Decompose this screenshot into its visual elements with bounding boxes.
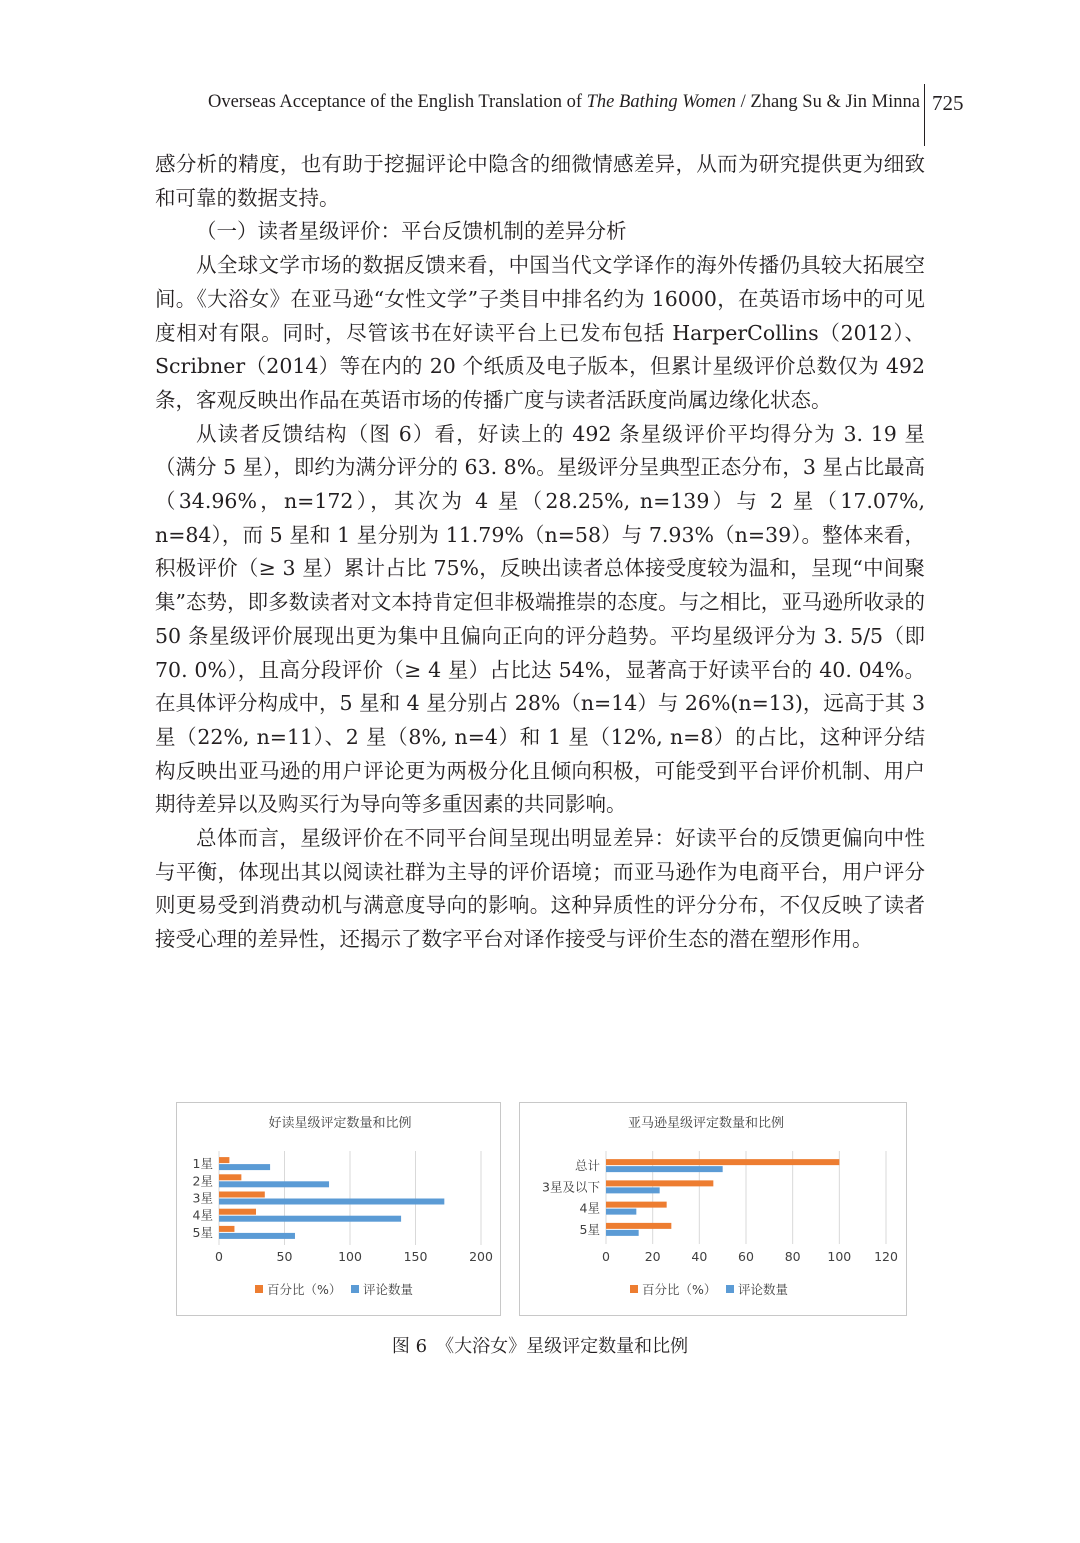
bar-count xyxy=(606,1209,636,1215)
x-tick-label: 60 xyxy=(738,1249,754,1264)
page-number: 725 xyxy=(932,91,964,115)
bar-percent xyxy=(606,1180,713,1186)
section-heading: （一）读者星级评价：平台反馈机制的差异分析 xyxy=(196,219,627,244)
x-tick-label: 0 xyxy=(215,1249,223,1264)
x-tick-label: 80 xyxy=(784,1249,801,1264)
bar-percent xyxy=(219,1209,256,1215)
legend-label: 评论数量 xyxy=(738,1282,789,1297)
bar-count xyxy=(219,1199,444,1205)
running-head xyxy=(180,92,920,113)
bar-percent xyxy=(606,1223,671,1229)
x-tick-label: 100 xyxy=(827,1249,852,1264)
paragraph-2: 从读者反馈结构（图 6）看，好读上的 492 条星级评价平均得分为 3. 19 星（满分 5 星），即约为满分评分的 63. 8%。星级评分呈典型正态分布，3 星占比最高（34.96%，n=172），其次为 4 星（28.25%, n=139）与 2 星（17.07%, n=84），而 5 星和 1 星分别为 11.79%（n=58）与 7.93%（n=39）。整体来看，积极评价（≥ 3 星）累计占比 75%，反映出读者总体接受度较为温和，呈现“中间聚集”态势，即多数读者对文本持肯定但非极端推崇的态度。与之相比，亚马逊所收录的 50 条星级评价展现出更为集中且偏向正向的评分趋势。平均星级评分为 3. 5/5（即 70. 0%），且高分段评价（≥ 4 星）占比达 54%，显著高于好读平台的 40. 04%。在具体评分构成中，5 星和 4 星分别占 28%（n=14）与 26%(n=13)，远高于其 3 星（22%, n=11）、2 星（8%, n=4）和 1 星（12%, n=8）的占比，这种评分结构反映出亚马逊的用户评论更为两极分化且倾向积极，可能受到平台评价机制、用户期待差异以及购买行为导向等多重因素的共同影响。 xyxy=(155,421,925,817)
body-text xyxy=(155,148,925,957)
bar-count xyxy=(219,1233,295,1239)
y-category-label: 1星 xyxy=(192,1156,213,1172)
y-category-label: 3星及以下 xyxy=(542,1179,600,1195)
goodreads-chart-svg xyxy=(177,1103,500,1315)
bar-percent xyxy=(219,1174,241,1180)
y-category-label: 总计 xyxy=(574,1158,600,1174)
paragraph-1: 从全球文学市场的数据反馈来看，中国当代文学译作的海外传播仍具较大拓展空间。《大浴女》在亚马逊“女性文学”子类目中排名约为 16000，在英语市场中的可见度相对有限。同时，尽管该书在好读平台上已发布包括 HarperCollins（2012）、Scribner（2014）等在内的 20 个纸质及电子版本，但累计星级评价总数仅为 492 条，客观反映出作品在英语市场的传播广度与读者活跃度尚属边缘化状态。 xyxy=(155,253,925,412)
bar-percent xyxy=(606,1159,839,1165)
x-tick-label: 200 xyxy=(469,1249,493,1264)
bar-percent xyxy=(219,1157,229,1163)
legend-label: 百分比（%） xyxy=(267,1282,342,1297)
header-divider xyxy=(924,84,925,146)
y-category-label: 5星 xyxy=(192,1224,213,1240)
chart-title: 亚马逊星级评定数量和比例 xyxy=(627,1116,785,1131)
y-category-label: 2星 xyxy=(192,1173,213,1189)
legend-label: 百分比（%） xyxy=(642,1282,717,1297)
bar-percent xyxy=(219,1192,265,1198)
y-category-label: 4星 xyxy=(579,1200,600,1216)
bar-count xyxy=(219,1216,401,1222)
bar-count xyxy=(219,1181,329,1187)
x-tick-label: 50 xyxy=(276,1249,293,1264)
amazon-chart-svg xyxy=(520,1103,906,1315)
running-title-italic: The Bathing Women xyxy=(586,92,737,112)
goodreads-chart xyxy=(176,1102,501,1316)
legend-swatch xyxy=(351,1285,359,1293)
paragraph-3: 总体而言，星级评价在不同平台间呈现出明显差异：好读平台的反馈更偏向中性与平衡，体现出其以阅读社群为主导的评价语境；而亚马逊作为电商平台，用户评分则更易受到消费动机与满意度导向的影响。这种异质性的评分分布，不仅反映了读者接受心理的差异性，还揭示了数字平台对译作接受与评价生态的潜在塑形作用。 xyxy=(155,826,925,952)
legend-label: 评论数量 xyxy=(363,1282,414,1297)
legend-swatch xyxy=(255,1285,263,1293)
y-category-label: 5星 xyxy=(579,1221,600,1237)
x-tick-label: 100 xyxy=(338,1249,362,1264)
bar-percent xyxy=(219,1226,234,1232)
running-title-suffix: / Zhang Su & Jin Minna xyxy=(736,92,920,112)
figure-caption: 图 6 《大浴女》星级评定数量和比例 xyxy=(391,1336,689,1357)
bar-percent xyxy=(606,1202,667,1208)
running-title-prefix: Overseas Acceptance of the English Translation of xyxy=(207,92,587,112)
x-tick-label: 150 xyxy=(403,1249,428,1264)
x-tick-label: 120 xyxy=(874,1249,898,1264)
legend-swatch xyxy=(726,1285,734,1293)
bar-count xyxy=(219,1164,270,1170)
bar-count xyxy=(606,1230,639,1236)
bar-count xyxy=(606,1166,723,1172)
y-category-label: 4星 xyxy=(192,1207,213,1223)
legend-swatch xyxy=(630,1285,638,1293)
bar-count xyxy=(606,1187,660,1193)
amazon-chart xyxy=(519,1102,907,1316)
y-category-label: 3星 xyxy=(192,1190,213,1206)
x-tick-label: 20 xyxy=(644,1249,661,1264)
x-tick-label: 40 xyxy=(691,1249,708,1264)
paragraph-continued: 感分析的精度，也有助于挖掘评论中隐含的细微情感差异，从而为研究提供更为细致和可靠的数据支持。 xyxy=(155,152,925,210)
x-tick-label: 0 xyxy=(602,1249,610,1264)
chart-title: 好读星级评定数量和比例 xyxy=(268,1116,412,1131)
